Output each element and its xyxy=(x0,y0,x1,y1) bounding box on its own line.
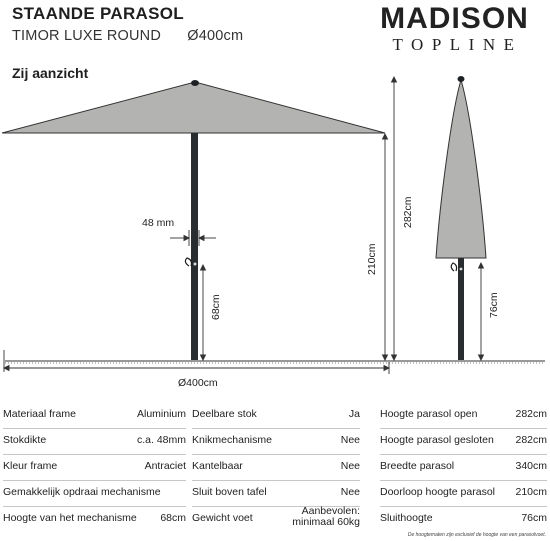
diameter-dimension-label: Ø400cm xyxy=(178,377,218,389)
spec-row xyxy=(3,428,186,455)
spec-value: 340cm xyxy=(515,460,547,472)
spec-value: 210cm xyxy=(515,486,547,498)
spec-row xyxy=(3,454,186,481)
open-parasol xyxy=(2,80,385,360)
crank-handle xyxy=(185,258,191,266)
passage-height-dimension xyxy=(383,134,388,360)
total-height-dimension xyxy=(392,77,397,360)
spec-label: Hoogte van het mechanisme xyxy=(3,512,137,524)
spec-value: 282cm xyxy=(515,434,547,446)
spec-label: Breedte parasol xyxy=(380,460,455,472)
total-height-label: 282cm xyxy=(402,196,414,228)
closing-height-dimension xyxy=(479,263,484,360)
spec-value: 68cm xyxy=(160,512,186,524)
model-name: TIMOR LUXE ROUND xyxy=(12,28,162,44)
spec-row xyxy=(380,480,547,507)
spec-label: Gewicht voet xyxy=(192,512,253,524)
crank-mechanism xyxy=(194,263,197,266)
spec-label: Kantelbaar xyxy=(192,460,243,472)
spec-label: Sluit boven tafel xyxy=(192,486,267,498)
spec-label: Hoogte parasol open xyxy=(380,408,478,420)
spec-label: Deelbare stok xyxy=(192,408,257,420)
spec-value xyxy=(292,506,360,528)
crank-height-dimension xyxy=(201,265,206,360)
spec-row xyxy=(3,402,186,429)
spec-row xyxy=(192,454,360,481)
diameter-label: Ø400cm xyxy=(187,28,244,44)
spec-row xyxy=(192,506,360,532)
spec-value: Ja xyxy=(348,408,360,420)
spec-value: 76cm xyxy=(521,512,547,524)
spec-label: Sluithoogte xyxy=(380,512,433,524)
spec-row xyxy=(192,428,360,455)
spec-row xyxy=(192,480,360,507)
pole-thickness-label: 48 mm xyxy=(142,217,175,229)
product-title: STAANDE PARASOL xyxy=(12,4,184,23)
brand-name: MADISON xyxy=(380,2,529,35)
spec-row xyxy=(380,428,547,455)
spec-label: Materiaal frame xyxy=(3,408,76,420)
closed-parasol xyxy=(436,76,486,360)
closed-canopy xyxy=(436,80,486,258)
spec-label: Knikmechanisme xyxy=(192,434,272,446)
spec-row xyxy=(3,480,186,507)
spec-table xyxy=(0,402,550,537)
open-canopy-finial xyxy=(191,80,199,86)
spec-value: Nee xyxy=(340,434,360,446)
open-pole xyxy=(191,133,198,360)
brand-tagline: TOPLINE xyxy=(392,35,523,54)
open-canopy xyxy=(2,82,385,133)
spec-value: Nee xyxy=(340,486,360,498)
footnote: De hoogtematen zijn exclusief de hoogte van een parasolvoet. xyxy=(407,532,546,538)
spec-label: Hoogte parasol gesloten xyxy=(380,434,494,446)
view-label: Zij aanzicht xyxy=(12,65,89,81)
closed-pole xyxy=(458,258,464,360)
spec-value-line: minimaal 60kg xyxy=(292,516,360,528)
spec-label: Kleur frame xyxy=(3,460,58,472)
spec-row xyxy=(192,402,360,429)
spec-label: Gemakkelijk opdraai mechanisme xyxy=(3,486,161,498)
closing-height-label: 76cm xyxy=(488,292,500,318)
spec-row xyxy=(3,506,186,532)
spec-value: 282cm xyxy=(515,408,547,420)
passage-height-label: 210cm xyxy=(366,243,378,275)
spec-value: Nee xyxy=(340,460,360,472)
spec-value: Antraciet xyxy=(144,460,186,472)
crank-height-label: 68cm xyxy=(210,294,222,320)
spec-value: Aluminium xyxy=(136,408,186,420)
spec-row xyxy=(380,402,547,429)
spec-label: Stokdikte xyxy=(3,434,47,446)
closed-crank-handle xyxy=(451,263,456,271)
spec-label: Doorloop hoogte parasol xyxy=(380,486,495,498)
spec-value-line: Aanbevolen: xyxy=(301,505,360,517)
spec-row xyxy=(380,506,547,532)
closed-canopy-finial xyxy=(458,76,465,82)
closed-crank-mechanism xyxy=(460,268,463,271)
spec-value: c.a. 48mm xyxy=(136,434,186,446)
spec-row xyxy=(380,454,547,481)
